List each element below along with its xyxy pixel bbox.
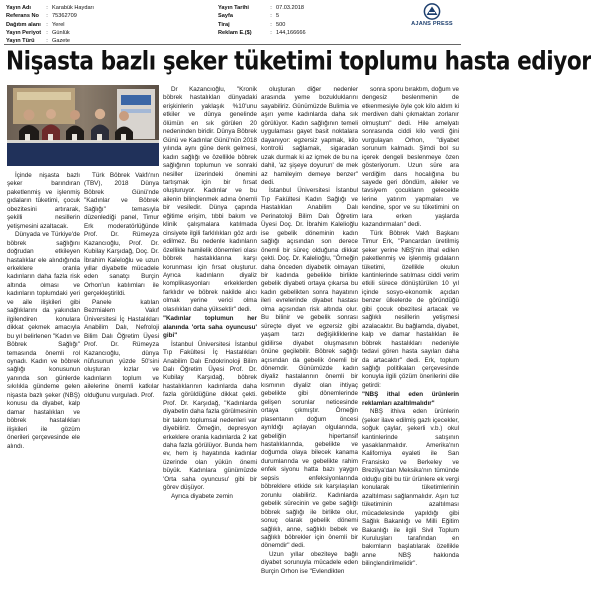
paragraph: Dr Kazancıoğlu, "Kronik böbrek hastalıkları dünyadaki erişkinlerin yaklaşık %10'unu etkiler ve dünya genelinde ölümün en sık görülen 20 nedeninden biridir. Dünya Böbrek Günü ve Kadınlar Günü'nün 2018 yılında aynı güne denk gelmesi, kadın sağlığı ve özellikle böbrek sağlığının toplumun ve sonraki nesiller üzerindeki önemini tartışmak için bir fırsat oluşturuyor. Kadınlar ve bu ailenin bilinçlenmek adına önemli bir vesiledir. Dünya çapında eğitime erişim, tıbbi bakım ve klinik çalışmalara katılmada cinsiyete ilgili farklılıkları göz ardı edilmez. Bu nedenle kadınların özellikle hamilelik dönemleri olası böbrek hastalıklarına karşı korunması için fırsat oluşturur. Ayrıca kadınların diyaliz komplikasyonları erkeklerden farklıdır ve böbrek nakilde alıcı olmak yerine verici olma olasılıkları daha yüksektir" dedi.	[163, 86, 257, 313]
paragraph: Dünyada ve Türkiye'de böbrek sağlığını doğrudan etkileyen hastalıklar ele alındığında erkeklere oranla kadınların daha fazla risk altında olması ve kadınların toplumdaki yeri ve aile ilişkileri gibi sağlıklarını da yakından ilgilendiren konulara dikkat çekmek amacıyla bu yıl belirlenen "Kadın ve Böbrek Sağlığı" temasında önemli rol oynadı. Kadın ve böbrek sağlığı konusunun yanında son günlerde sıkılıkla gündeme gelen nişasta bazlı şeker (NBŞ) konusu da diyabet, kalp damar hastalıkları ve böbrek hastalıkları ilişkileri ile gözüm önerileri çerçevesinde ele alındı.	[7, 231, 80, 450]
paragraph: İstanbul Üniversitesi İstanbul Tıp Fakültesi İç Hastalıkları Anabilim Dalı Endokrinoloji Bilim Dalı Öğretim Üyesi Prof. Dr. Kubilay Karşıdağ, böbrek hastalıklarının kadınlarda daha fazla görüldüğüne dikkat çekti. Prof. Dr. Karşıdağ, "Kadınlarda diyabetin daha fazla görülmesinin bir takım toplumsal nedenleri var diyebiliriz. Örneğin, depresyon erkeklere oranla kadınlarda 2 kat daha fazla görülüyor. Bunda hem ev, hem iş hayatında kadınlar üzerinde olan yükün önemi büyük. Kadınlara günümüzde 'Orta saha oyuncusu' gibi bir görev düşüyor.	[163, 340, 257, 492]
header-divider	[4, 44, 461, 45]
meta-row-period: Yayın Periyot : Günlük	[6, 29, 70, 36]
paragraph: sonra sporu bıraktım, doğum ve dengesiz beslenmenin de etkenmesiyle öyle çok kilo aldım ki merdiven dahi çıkmaktan zorlanır olmuştum" dedi. Hile amelyatı sonrasında ciddi kilo verdi ğini vurgulayan Orhon, "diyabet sorunum kalmadı. Şimdi bol su içerek dengeli beslenmeye özen gösteriyorum. Uzun süre ara verdiğim dans hocalığına bu sayede geri döndüm, aileler ve tavsiyem çocukların gelecekte lerine yatırım yapmaları ve kendine, spor ve su tüketimini on lara erken yaşlarda kazandırmaları" dedi.	[362, 86, 459, 229]
article-column-2	[163, 86, 257, 596]
paragraph: Uzun yıllar obeziteye bağlı diyabet sorunuyla mücadele eden Burçin Orhon ise "Evlendikten	[261, 550, 358, 575]
paragraph: İçinde nişasta bazlı şeker barındıran paketlenmiş ve işlenmiş gıdaların tüketimi, çocuk obezitesini artırarak, şekilli nesillerin yetişmesini azaltacak.	[7, 172, 80, 230]
subheading: "Kadınlar toplumun her alanında 'orta saha oyuncusu' gibi"	[163, 315, 257, 340]
article-column-4	[362, 86, 459, 596]
meta-row-type: Yayın Türü : Gazete	[6, 38, 71, 45]
article-column-1b	[84, 172, 159, 596]
logo-text: AJANS PRESS	[411, 21, 453, 27]
paragraph: İstanbul Üniversitesi İstanbul Tıp Fakültesi Kadın Sağlığı ve Hastalıkları Anabilim Dalı Perinatoloji Bilim Dalı Öğretim Üyesi Doç. Dr. İbrahim Kalelioğlu ise gebelik döneminin kadın sağlığı açısından son derece önemli bir süreç olduğuna dikkat çekti. Doç. Dr. Kalelioğlu, "Örneğin daha önceden diyabetik olmayan bir kadında gebelikle birlikte gebelik diyabeti ortaya çıkarsa bu kadın gebelikten sonra hayatının ileri evrelerinde diyabet hastası olma açısından risk altında olur. Bu bilinir ve gebelik sonrası süreçte diyet ve egzersiz gibi yaşam tarzı değişikliklerine gidilirse diyabet oluşmasının önüne geçilebilir. Böbrek sağlığı açısından da gebelik önemli bir dönemdir. Günümüzde kadın diyaliz hastalarının önemli bir kısmının diyaliz olan ihtiyaç gebelikte gibi dönemlerinde gelişen sorunlar neticesinde ortaya çıkmıştır. Örneğin plasentanın doğum öncesi ayrıldığı açılayan olgularında, gebeliğin hipertansif hastalıklarında, gebelikte ve doğumda olaya bilecek kanama durumlarında ve gebelikte rahim enfek siyonu hatta bazı yaygın sepsis enfeksiyonlarında böbreklere etkide sık karşılaşılan zorunlu olabiliriz. Kadınlarda gebelik sürecinin ve gebe sağlığı böbrek sağlığı ile birlikte olur, sonuç olarak gebelik dönemi sağlıklı, anne, sağlıklı bebek ve sağlıklı böbrekler için önemli bir dönemdir" dedi.	[261, 187, 358, 550]
meta-row-distribution: Dağıtım alanı : Yerel	[6, 21, 65, 28]
paragraph: Türk Böbrek Vakfı Başkanı Timur Erk, "Pancardan üretilmiş şeker yerine NBŞ'nin ithal edilen paketlenmiş ve işlenmiş gıdaların tüketimi, özellikle okulun kantinlerinde satılması ciddi verim etkili sürece dönüştürülen 10 yıl içinde sosyo-ekonomik açıdan benzer ülkelerde de göründüğü gibi çocuk obezitesi artacak ve sağlıklı nesillerin yetişmesi azalacaktır. Bu bağlamda, diyabet, kalp ve damar hastalıkları ile böbrek hastalıkları nedeniyle tedavi gören hasta sayıları daha da artacaktır" dedi. Erk, toplum sağlığı politikaları çerçevesinde konuyla ilgili çözüm önerilerini dile getirdi:	[362, 229, 459, 389]
meta-row-reference-no: Referans No : 75362709	[6, 13, 77, 20]
meta-row-ad-value: Reklam E.($) : 144,166666	[218, 29, 306, 36]
meta-row-page: Sayfa : 5	[218, 13, 280, 20]
article-column-3	[261, 86, 358, 596]
subheading: "NBŞ ithal eden ürünlerin reklamları azaltılmalıdır"	[362, 391, 459, 407]
article-column-1	[7, 172, 80, 596]
paragraph: oluşturan diğer nedenler arasında yeme bozukluklarını sayabiliriz. Günümüzde Bulimia ve aşırı yeme kadınlarda daha sık görülüyor. Kadın sağlığının temeli uygulaması gayet basit noktalara dayanıyor: egzersiz yapmak, kilo kontrolü sağlamak, sigaradan uzak durmak ki az içmek de bu na dahil, 'az şişeye doyurun' de mek az hamileyim demeye benzer" dedi.	[261, 86, 358, 186]
paragraph: NBŞ ithiva eden ürünlerin (şeker ilave edilmiş gazlı içecekler, soğuk çaylar, şekerli v.b.) okul kantinlerinde satışının yasaklanmalıdır. Amerika'nın Kaliforniya eyaleti ile San Fransisko ve Berkeley ve Brezilya'dan Meksika'nın tümünde olduğu gibi bu tür ürünlere ek vergi konularak tüketimlerinin azaltılması sağlanmalıdır. Aşırı tuz tüketiminin azaltılması mücadelesinde yapıldığı gibi Sağlık Bakanlığı ve Milli Eğitim Bakanlığı ile ilgili Sivil Toplum Kuruluşları tarafından en bakımların başlatılarak özellikle anne NBŞ hakkında bilinçlendirilmelidir".	[362, 408, 459, 568]
paragraph: Panele katılan Bezmialem Vakıf Üniversitesi İç Hastalıkları Anabilim Dalı, Nefroloji Bilim Dalı Öğretim Üyesi Prof. Dr. Rümeyza Kazancıoğlu, dünya nüfusunun yüzde 50'sini oluşturan kızlar ve kadınların toplum ve ailelerine önemli katkılar olduğunu vurguladı. Prof.	[84, 298, 159, 399]
article-headline: Nişasta bazlı şeker tüketimi toplumu hasta ediyor	[6, 47, 591, 77]
paragraph: Türk Böbrek Vakfı'nın (TBV), 2018 Dünya Böbrek Günü'nde "Kadınlar ve Böbrek Sağlığı" temasıyla düzenlediği panel, Timur Erk moderatörlüğünde Prof. Dr. Rümeyza Kazancıoğlu, Prof. Dr. Kubilay Karşıdağ, Doç. Dr. İbrahim Kaleloğlu ve uzun yıllar diyabetle mücadele eden sanatçı Burçin Orhon'un katılımları ile gerçekleştirildi.	[84, 172, 159, 298]
ajans-press-logo-icon	[421, 3, 443, 20]
meta-row-circulation: Tiraj : 500	[218, 21, 286, 28]
panel-photo	[7, 85, 159, 166]
paragraph: Ayrıca diyabete zemin	[171, 492, 233, 500]
ajans-press-logo	[405, 3, 459, 33]
meta-row-publication-name: Yayın Adı : Karabük Haydarı	[6, 5, 94, 11]
publication-meta-right	[218, 4, 368, 37]
meta-row-date: Yayın Tarihi : 07.03.2018	[218, 5, 304, 11]
publication-meta-left	[6, 4, 176, 45]
